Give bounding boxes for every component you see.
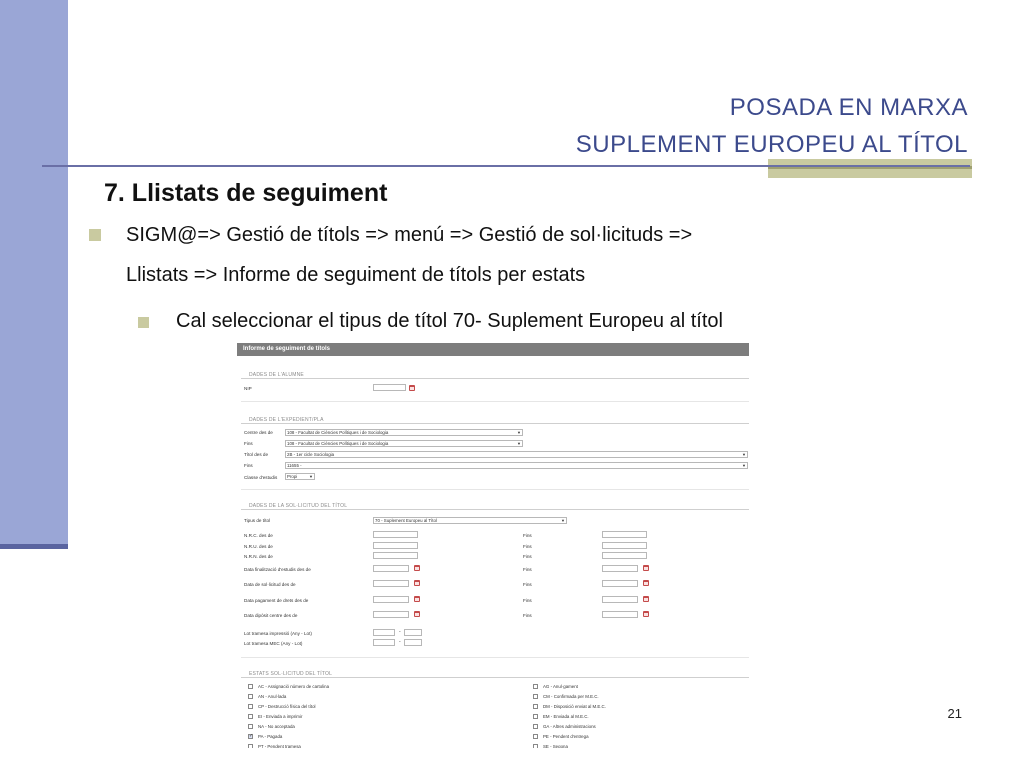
slide-title-line1: POSADA EN MARXA	[729, 94, 968, 121]
state-label-left-5: PA - Pagada	[258, 734, 283, 739]
classe-label: Classe d'estudis	[244, 475, 278, 480]
bullet-square-1	[89, 229, 101, 241]
section-divider-expedient	[241, 423, 749, 424]
bullet1-line1: SIGM@=> Gestió de títols => menú => Gestió de sol·licituds =>	[126, 224, 693, 246]
data-dip-fins-label: Fins	[523, 613, 532, 618]
section-end-expedient	[241, 489, 749, 490]
nrc-from-input[interactable]	[373, 531, 418, 538]
classe-select[interactable]	[285, 473, 315, 480]
centre-des-value: 108 - Facultat de Ciències Polítiques i de Sociologia	[287, 430, 389, 435]
state-label-right-2: DM - Disposició enviat al M.E.C.	[543, 704, 606, 709]
section-label-expedient: DADES DE L'EXPEDIENT/PLA	[249, 417, 324, 423]
calendar-icon[interactable]	[414, 596, 420, 602]
chevron-down-icon: ▼	[742, 463, 746, 468]
chevron-down-icon: ▼	[517, 441, 521, 446]
slide-title-line2: SUPLEMENT EUROPEU AL TÍTOL	[575, 131, 968, 158]
lot-mec-lot-input[interactable]	[404, 639, 422, 646]
state-label-right-1: CM - Confirmada per M.E.C.	[543, 694, 599, 699]
calendar-icon[interactable]	[643, 596, 649, 602]
calendar-icon[interactable]	[643, 565, 649, 571]
section-divider-sollicitud	[241, 509, 749, 510]
nip-search-icon[interactable]	[409, 385, 415, 391]
centre-fins-value: 108 - Facultat de Ciències Polítiques i de Sociologia	[287, 441, 389, 446]
nru-from-input[interactable]	[373, 542, 418, 549]
data-sol-to-input[interactable]	[602, 580, 638, 587]
lot-imp-dash: -	[399, 629, 401, 635]
state-checkbox-left-3[interactable]	[248, 714, 253, 719]
left-decor-bar	[0, 0, 68, 548]
state-checkbox-right-2[interactable]	[533, 704, 538, 709]
classe-value: Propi	[287, 474, 298, 479]
bullet1-line2: Llistats => Informe de seguiment de títols per estats	[126, 264, 586, 286]
state-checkbox-right-1[interactable]	[533, 694, 538, 699]
state-label-left-0: AC - Assignació número de cartolina	[258, 684, 330, 689]
section-end-alumne	[241, 401, 749, 402]
nrc-label: N.R.C. des de	[244, 533, 273, 538]
calendar-icon[interactable]	[643, 580, 649, 586]
lot-mec-dash: -	[399, 639, 401, 645]
data-sol-label: Data de sol·licitud des de	[244, 582, 296, 587]
nip-input[interactable]	[373, 384, 406, 391]
titol-fins-value: 11655 -	[287, 463, 302, 468]
state-checkbox-left-6[interactable]	[248, 744, 253, 748]
nrn-label: N.R.N. des de	[244, 554, 273, 559]
data-pag-fins-label: Fins	[523, 598, 532, 603]
section-divider-alumne	[241, 378, 749, 379]
state-label-right-3: EM - Enviada al M.E.C.	[543, 714, 589, 719]
nrn-fins-label: Fins	[523, 554, 532, 559]
lot-imp-lot-input[interactable]	[404, 629, 422, 636]
nrn-to-input[interactable]	[602, 552, 647, 559]
state-label-right-6: SE - Segona	[543, 744, 568, 748]
section-label-estats: ESTATS SOL·LICITUD DEL TÍTOL	[249, 671, 333, 677]
tipus-value: 70 - Suplement Europeu al Títol	[375, 518, 437, 523]
state-checkbox-right-6[interactable]	[533, 744, 538, 748]
data-fin-label: Data finalització d'estudis des de	[244, 567, 311, 572]
section-label-sollicitud: DADES DE LA SOL·LICITUD DEL TÍTOL	[249, 503, 348, 509]
state-checkbox-left-2[interactable]	[248, 704, 253, 709]
report-form-screenshot	[237, 343, 749, 748]
calendar-icon[interactable]	[414, 565, 420, 571]
state-label-left-4: NA - No acceptada	[258, 724, 295, 729]
state-checkbox-right-5[interactable]	[533, 734, 538, 739]
tipus-select[interactable]	[373, 517, 567, 524]
titol-fins-label: Fins	[244, 463, 253, 468]
state-label-right-0: AG - Anul·gament	[543, 684, 578, 689]
state-label-left-1: AN - Anul·lada	[258, 694, 287, 699]
checkmark-icon: ✓	[249, 733, 254, 739]
data-fin-fins-label: Fins	[523, 567, 532, 572]
chevron-down-icon: ▼	[742, 452, 746, 457]
state-label-left-6: PT - Pendent tramesa	[258, 744, 301, 748]
lot-imp-label: Lot tramesa impressió (Any - Lot)	[244, 631, 312, 636]
nru-to-input[interactable]	[602, 542, 647, 549]
calendar-icon[interactable]	[414, 611, 420, 617]
state-checkbox-right-3[interactable]	[533, 714, 538, 719]
chevron-down-icon: ▼	[517, 430, 521, 435]
data-fin-from-input[interactable]	[373, 565, 409, 572]
state-checkbox-right-0[interactable]	[533, 684, 538, 689]
centre-fins-label: Fins	[244, 441, 253, 446]
state-checkbox-left-4[interactable]	[248, 724, 253, 729]
data-sol-from-input[interactable]	[373, 580, 409, 587]
calendar-icon[interactable]	[414, 580, 420, 586]
data-dip-label: Data dipòsit centre des de	[244, 613, 298, 618]
titol-des-select[interactable]	[285, 451, 748, 458]
data-fin-to-input[interactable]	[602, 565, 638, 572]
section-end-sollicitud	[241, 657, 749, 658]
nip-label: NIP	[244, 386, 252, 391]
centre-des-label: Centre des de	[244, 430, 273, 435]
calendar-icon[interactable]	[643, 611, 649, 617]
state-checkbox-left-1[interactable]	[248, 694, 253, 699]
data-dip-from-input[interactable]	[373, 611, 409, 618]
data-sol-fins-label: Fins	[523, 582, 532, 587]
section-heading: 7. Llistats de seguiment	[104, 179, 388, 207]
state-checkbox-left-0[interactable]	[248, 684, 253, 689]
page-number: 21	[947, 706, 962, 721]
nrc-fins-label: Fins	[523, 533, 532, 538]
titol-des-value: 2B - 1er cicle Sociologia	[287, 452, 335, 457]
titol-des-label: Títol des de	[244, 452, 269, 457]
nrc-to-input[interactable]	[602, 531, 647, 538]
state-label-left-2: CP - Destrucció física del títol	[258, 704, 316, 709]
section-label-alumne: DADES DE L'ALUMNE	[249, 372, 304, 378]
lot-imp-any-input[interactable]	[373, 629, 395, 636]
nrn-from-input[interactable]	[373, 552, 418, 559]
bullet2-text: Cal seleccionar el tipus de títol 70- Suplement Europeu al títol	[176, 310, 723, 332]
section-divider-estats	[241, 677, 749, 678]
bullet-square-2	[138, 317, 149, 328]
lot-mec-any-input[interactable]	[373, 639, 395, 646]
lot-mec-label: Lot tramesa MEC (Any - Lot)	[244, 641, 303, 646]
nru-label: N.R.U. des de	[244, 544, 273, 549]
titol-fins-select[interactable]	[285, 462, 748, 469]
title-rule	[42, 165, 970, 167]
data-pag-from-input[interactable]	[373, 596, 409, 603]
state-label-left-3: EI - Enviada a imprimir	[258, 714, 303, 719]
state-label-right-5: PE - Pendent d'entrega	[543, 734, 589, 739]
tipus-label: Tipus de títol	[244, 518, 271, 523]
form-header: Informe de seguiment de títols	[237, 343, 749, 356]
data-pag-to-input[interactable]	[602, 596, 638, 603]
state-checkbox-right-4[interactable]	[533, 724, 538, 729]
centre-des-select[interactable]	[285, 429, 523, 436]
state-label-right-4: GA - Altres administracions	[543, 724, 596, 729]
nru-fins-label: Fins	[523, 544, 532, 549]
data-dip-to-input[interactable]	[602, 611, 638, 618]
chevron-down-icon: ▼	[561, 518, 565, 523]
left-decor-bar-edge	[0, 544, 68, 549]
centre-fins-select[interactable]	[285, 440, 523, 447]
state-checkbox-left-5[interactable]	[248, 734, 253, 739]
data-pag-label: Data pagament de drets des de	[244, 598, 309, 603]
chevron-down-icon: ▼	[309, 474, 313, 479]
